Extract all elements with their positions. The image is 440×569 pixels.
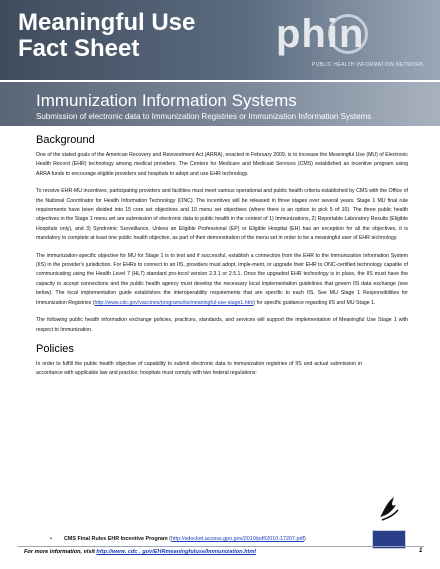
- bullet-item: [50, 535, 306, 543]
- bullet-paren-open: (: [167, 536, 171, 542]
- footer-divider: [18, 546, 424, 547]
- policies-heading: Policies: [36, 342, 74, 355]
- header-banner: [0, 0, 440, 80]
- background-heading: Background: [36, 134, 95, 146]
- topic-subtitle: Submission of electronic data to Immunization Registries or Immunization Information Systems: [36, 112, 372, 121]
- phin-logo: [268, 8, 432, 70]
- page-number: 1: [419, 548, 423, 554]
- background-paragraph-3: [36, 252, 408, 308]
- topic-title: Immunization Information Systems: [36, 91, 297, 110]
- background-paragraph-2: To receive EHR-MU incentives, participating providers and facilities must meet various operational and public health criteria established by CMS with the Office of the National Coordinator for Health Information Technology (ONC). The incentives will be released in three stages over several years. Stage 1 MU final rule requirements have been divided into 15 core set objectives and 10 menu set objectives (where there is an option to pick 5 of 10). The three public health objectives in the Stage 1 menu set are submission of electronic data to public health in the context of 1) Immunizations, 2) Reportable Laboratory Results (Eligible Hospitals only), and 3) Syndromic Surveillance. Unless an Eligible Professional (EP) or Eligible Hospital (EH) has an exception for all the objectives, it is mandatory to complete at least one public health objective, as part of their demonstration of the menu set in order to be a meaningful user of EHR technology.: [36, 188, 408, 242]
- hhs-eagle-seal-icon: [376, 493, 402, 523]
- background-paragraph-1: One of the stated goals of the American Recovery and Reinvestment Act (ARRA), enacted in February 2009, is to increase the Meaningful Use (MU) of Electronic Health Record (EHR) technology among medical providers. The Centers for Medicare and Medicaid Services (CMS) established an incentive program using ARRA funds to encourage eligible providers and hospitals to adopt and use EHR technology.: [36, 152, 408, 177]
- paragraph-3-text-end: ) for specific guidance regarding IIS and MU Stage 1.: [253, 299, 376, 306]
- background-paragraph-4: The following public health information exchange policies, practices, standards, and services will support the implementation of Meaningful Use Stage 1 with respect to Immunization.: [36, 317, 408, 333]
- policies-paragraph-1: In order to fulfill the public health objective of capability to submit electronic data to immunization registries of IIS and actual submission in accordance with applicable law and practice; hospitals must comply with two federal regulations:: [36, 360, 362, 377]
- paragraph-3-text: The immunization-specific objective for MU for Stage 1 is to test and if successful, establish a connection from the EHR to the Immunization Information System (IIS) in the provider's jurisdiction. For EHRs to connect to an IIS, providers must adopt, imple-ment, or upgrade their EHR to ONC-certified technology capable of communicating using the Health Level 7 (HL7) standard pro-tocol version 2.3.1 or 2.5.1. Once the upgraded EHR technology is in place, the IIS must have the capacity to accept connections and the public health agency must develop the necessary local implementation guidelines that govern IIS data exchange (see below). The local implementation guide establishes the interoperability requirements that are specific to each IIS. See MU Stage 1 Responsibilities for Immunization Registries (: [36, 252, 408, 306]
- footer-prefix: For more information, visit: [24, 549, 97, 555]
- bullet-paren-close: ): [304, 536, 306, 542]
- topic-band: [0, 80, 440, 126]
- logo-tagline: PUBLIC HEALTH INFORMATION NETWORK: [312, 62, 424, 68]
- fact-sheet-title-line1: Meaningful Use: [18, 9, 196, 36]
- cms-final-rule-link[interactable]: http://edocket.access.gpo.gov/2010/pdf/2010-17207.pdf: [170, 536, 305, 542]
- mu-stage1-link[interactable]: http://www.cdc.gov/vaccines/programs/iis/meaningful-use-stage1.htm: [94, 299, 254, 306]
- footer-link[interactable]: http://www. cdc . gov/EHRmeaningfuluse/Immunization.html: [96, 549, 256, 555]
- fact-sheet-title-line2: Fact Sheet: [18, 35, 140, 62]
- logo-wordmark: phin: [276, 12, 365, 56]
- bullet-label: CMS Final Rules EHR Incentive Program: [64, 536, 168, 542]
- bullet-marker: •: [50, 536, 52, 542]
- main-content: [36, 134, 408, 387]
- footer-text: [24, 549, 256, 555]
